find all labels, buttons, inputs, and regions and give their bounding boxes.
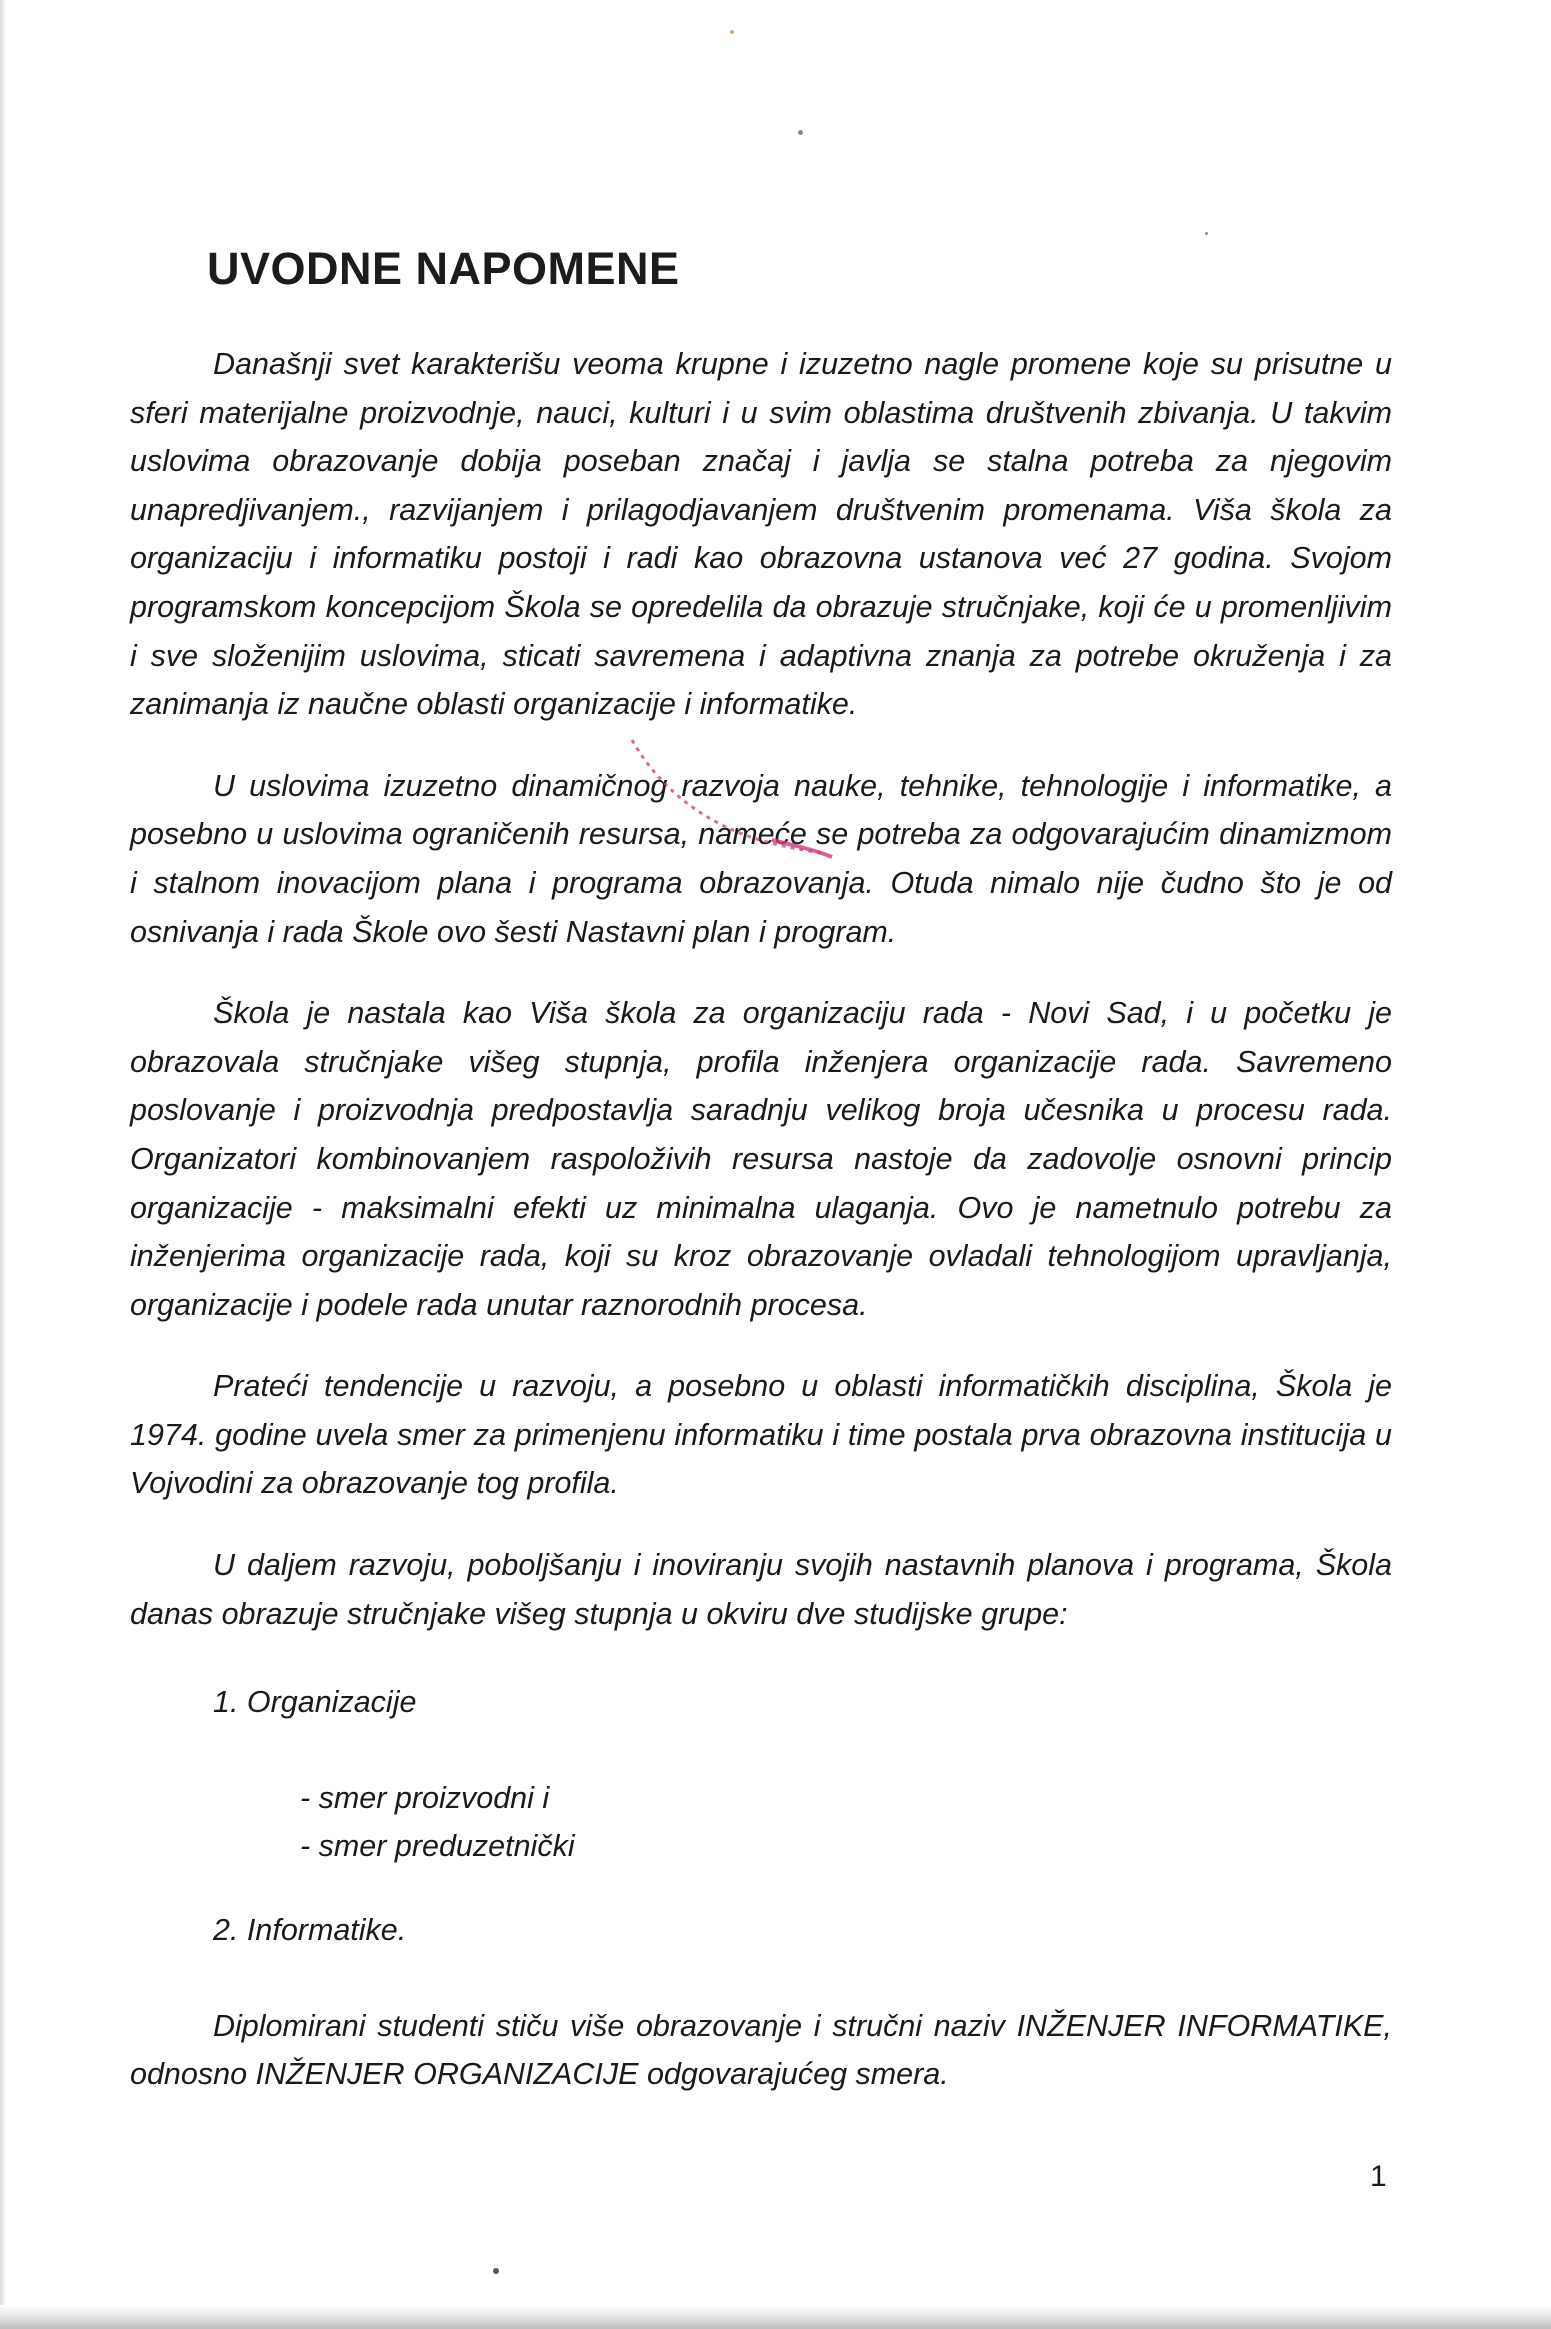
document-body bbox=[130, 340, 1392, 2132]
scan-edge-left bbox=[0, 0, 6, 2329]
page-title: UVODNE NAPOMENE bbox=[207, 243, 680, 294]
pen-mark-decoration bbox=[622, 735, 842, 865]
scan-edge-bottom bbox=[0, 2305, 1551, 2329]
paragraph-intro: Današnji svet karakterišu veoma krupne i izuzetno nagle promene koje su prisutne u sferi materijalne proizvodnje, nauci, kulturi i u svim oblastima društvenih zbivanja. U takvim uslovima obrazovanje dobija poseban značaj i javlja se stalna potreba za njegovim unapredjivanjem., razvijanjem i prilagodjavanjem društvenim promenama. Viša škola za organizaciju i informatiku postoji i radi kao obrazovna ustanova već 27 godina. Svojom programskom koncepcijom Škola se opredelila da obrazuje stručnjake, koji će u promenljivim i sve složenijim uslovima, sticati savremena i adaptivna znanja za potrebe okruženja i za zanimanja iz naučne oblasti organizacije i informatike. bbox=[130, 347, 1392, 722]
page-number: 1 bbox=[1370, 2160, 1387, 2193]
list-subitem-proizvodni: - smer proizvodni i bbox=[300, 1780, 550, 1815]
sub-list bbox=[130, 1774, 1392, 1871]
scan-speck bbox=[493, 2268, 499, 2274]
paragraph-study-groups: U daljem razvoju, poboljšanju i inoviranju svojih nastavnih planova i programa, Škola danas obrazuje stručnjake višeg stupnja u okviru dve studijske grupe: bbox=[130, 1548, 1392, 1631]
list-subitem-preduzetnicki: - smer preduzetnički bbox=[300, 1829, 575, 1864]
list-item-organizacije: 1. Organizacije bbox=[213, 1685, 417, 1720]
scan-speck bbox=[1205, 232, 1208, 235]
paragraph-history: Škola je nastala kao Viša škola za organizaciju rada - Novi Sad, i u početku je obrazovala stručnjake višeg stupnja, profila inženjera organizacije rada. Savremeno poslovanje i proizvodnja predpostavlja saradnju velikog broja učesnika u procesu rada. Organizatori kombinovanjem raspoloživih resursa nastoje da zadovolje osnovni princip organizacije - maksimalni efekti uz minimalna ulaganja. Ovo je nametnulo potrebu za inženjerima organizacije rada, koji su kroz obrazovanje ovladali tehnologijom upravljanja, organizacije i podele rada unutar raznorodnih procesa. bbox=[130, 996, 1392, 1322]
list-item-informatike: 2. Informatike. bbox=[213, 1913, 407, 1948]
scan-speck bbox=[730, 30, 734, 34]
scan-speck bbox=[798, 130, 803, 135]
paragraph-closing: Diplomirani studenti stiču više obrazovanje i stručni naziv INŽENJER INFORMATIKE, odnosno INŽENJER ORGANIZACIJE odgovarajućeg smera. bbox=[130, 2008, 1392, 2092]
paragraph-informatics: Prateći tendencije u razvoju, a posebno u oblasti informatičkih disciplina, Škola je 1974. godine uvela smer za primenjenu informatiku i time postala prva obrazovna institucija u Vojvodini za obrazovanje tog profila. bbox=[130, 1369, 1392, 1501]
paragraph-dynamics: U uslovima izuzetno dinamičnog razvoja nauke, tehnike, tehnologije i informatike, a posebno u uslovima ograničenih resursa, nameće se potreba za odgovarajućim dinamizmom i stalnom inovacijom plana i programa obrazovanja. Otuda nimalo nije čudno što je od osnivanja i rada Škole ovo šesti Nastavni plan i program. bbox=[130, 768, 1392, 949]
